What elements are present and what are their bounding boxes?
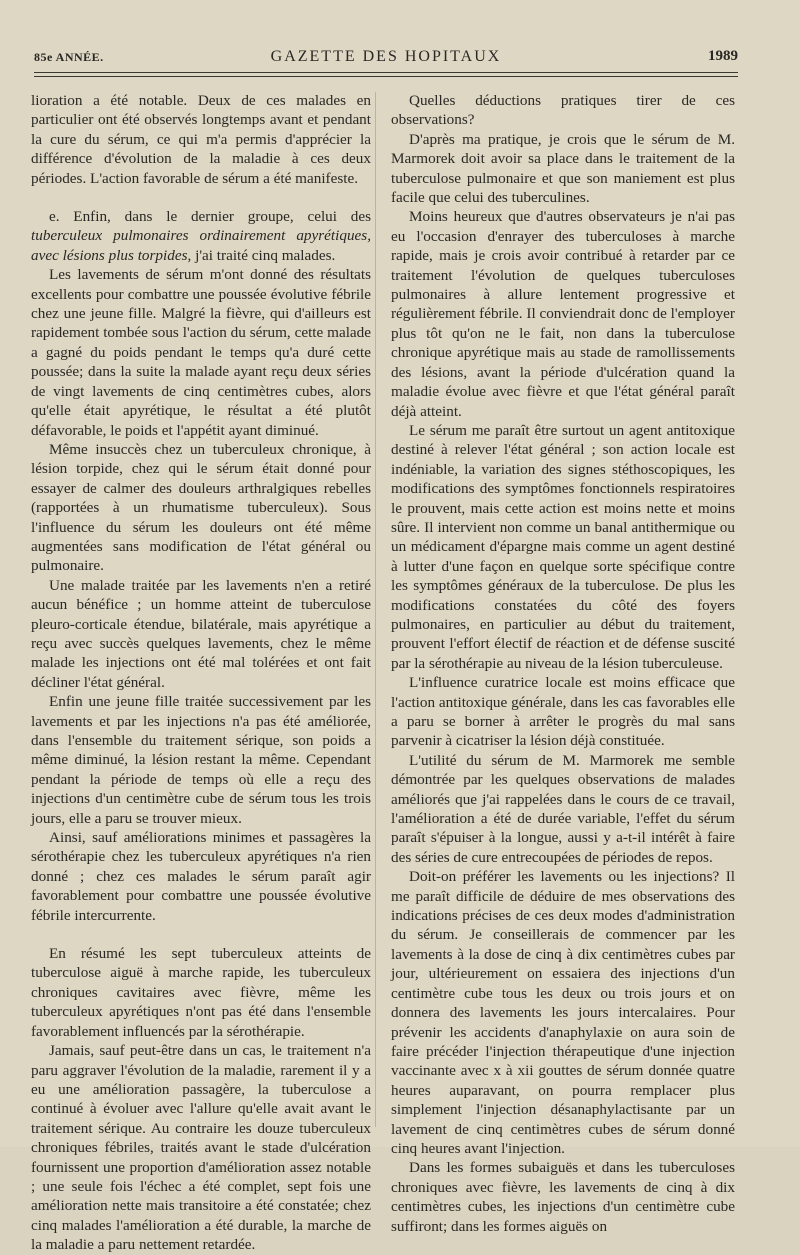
column-divider [375,92,376,1127]
group-e-italic: tuberculeux pulmonaires ordinairement apyrétiques, avec lésions plus torpides [31,227,371,264]
paragraph: L'utilité du sérum de M. Marmorek me semble démontrée par les quelques observations de malades améliorés que j'ai rappelées dans le cours de ce travail, l'amélioration a été de durée variable, l'effet du sérum paraît s'épuiser à la longue, aussi y a-t-il intérêt à faire des séries de cure entrecoupées de périodes de repos. [391,751,735,866]
paragraph: Enfin une jeune fille traitée successivement par les lavements et par les injections n'a pas été améliorée, dans l'ensemble du traitement sérique, son poids a même diminué, la lésion restant la même. Cependant pendant la période de temps où elle a reçu des injections d'un centimètre cube de sérum tous les trois jours, elle a paru se trouver mieux. [31,693,371,827]
paragraph-summary: En résumé les sept tuberculeux atteints de tuberculose aiguë à marche rapide, les tuberculeux chroniques cavitaires avec fièvre, même les tuberculeux apyrétiques n'ont pas été dans l'ensemble favorablement influencés par la sérothérapie. [31,945,371,1040]
paragraph: Même insuccès chez un tuberculeux chronique, à lésion torpide, chez qui le sérum était donné pour essayer de calmer des douleurs arthralgiques rebelles (rapportées à un rhumatisme tuberculeux). Sous l'influence du sérum les douleurs ont été même augmentées sans modification de l'état général ou pulmonaire. [31,440,371,575]
group-e-lead: e. Enfin, dans le dernier groupe, celui des [49,208,371,226]
paragraph: Dans les formes subaiguës et dans les tuberculoses chroniques avec fièvre, les lavements de cinq à dix centimètres cubes, les injections d'un centimètre cube suffiront; dans les formes aiguës on [391,1159,735,1235]
paragraph: L'influence curatrice locale est moins efficace que l'action antitoxique générale, dans les cas favorables elle a paru se borner à arrêter le progrès du mal sans parvenir à cicatriser la lésion déjà constituée. [391,674,735,750]
group-e-tail: , j'ai traité cinq malades. [187,246,336,264]
paragraph: Moins heureux que d'autres observateurs je n'ai pas eu l'occasion d'enrayer des tuberculoses à marche rapide, mais je crois avoir contribué à retarder par ce traitement l'évolution de quelques tuberculoses pulmonaires à allure lentement progressive et régulièrement fébrile. Il conviendrait donc de l'employer plus tôt qu'on ne le fait, non dans la tuberculose chronique apyrétique mais au stade de ramollissements des lésions, avant la période d'ulcération quand la maladie évolue avec fièvre et que l'état général paraît déjà atteint. [391,208,735,420]
paragraph: Le sérum me paraît être surtout un agent antitoxique destiné à relever l'état général ; son action locale est indéniable, la variation des signes stéthoscopiques, les modifications des symptômes fonctionnels respiratoires le prouvent, mais cette action est moins nette et moins sûre. Il intervient non comme un banal antithermique ou un médicament d'épargne mais comme un agent destiné à lutter d'une façon en quelque sorte spécifique contre les symptômes généraux de la tuberculose. De plus les modifications constatées du côté des foyers pulmonaires, en particulier au début du traitement, prouvent l'effort électif de réaction et de défense suscité par la sérothérapie au niveau de la lésion tuberculeuse. [391,421,735,672]
paragraph: Les lavements de sérum m'ont donné des résultats excellents pour combattre une poussée évolutive fébrile chez une jeune fille. Malgré la fièvre, qui d'ailleurs est rapidement tombée sous l'action du sérum, cette malade a gagné du poids pendant le temps qu'a duré cette poussée; dans la suite la malade ayant reçu deux séries de vingt lavements de cinq centimètres cubes, alors qu'elle était apyrétique, le résultat a été plutôt défavorable, le poids et l'appétit ayant diminué. [31,266,371,439]
header-rule-bottom [34,76,738,77]
journal-title: GAZETTE DES HOPITAUX [270,48,502,65]
header-rule-top [34,72,738,73]
paragraph: Une malade traitée par les lavements n'en a retiré aucun bénéfice ; un homme atteint de tuberculose pleuro-corticale étendue, bilatérale, mais apyrétique a reçu avec succès quelques lavements, chez le même malade les injections ont été mal tolérées et ont fait décliner l'état général. [31,576,371,691]
paragraph: lioration a été notable. Deux de ces malades en particulier ont été observés longtemps avant et pendant la cure du sérum, ce qui m'a permis d'apprécier la différence d'évolution de la maladie à ces deux périodes. L'action favorable de sérum a été manifeste. [31,92,371,187]
paragraph: Quelles déductions pratiques tirer de ces observations? [391,92,735,129]
right-column [391,91,735,1236]
paragraph: Doit-on préférer les lavements ou les injections? Il me paraît difficile de déduire de mes observations des indications précises de ces deux modes d'administration du sérum. Je conseillerais de commencer par les lavements à la dose de cinq à dix centimètres cubes par jour, ultérieurement on essaiera des injections d'un centimètre cube tous les deux ou trois jours et on donnera des lavements les jours intercalaires. Pour prévenir les accidents d'anaphylaxie on aura soin de faire précéder l'injection thérapeutique d'une injection vaccinante avec x à xii gouttes de sérum donnée quatre heures auparavant, on pourra remplacer plus simplement l'injection désanaphylactisante par un lavement de cinq centimètres cubes de sérum donné cinq heures avant l'injection. [391,868,735,1157]
paragraph: D'après ma pratique, je crois que le sérum de M. Marmorek doit avoir sa place dans le traitement de la tuberculose pulmonaire et que son maniement est plus facile que celui des tuberculines. [391,130,735,207]
paragraph-group-e [31,207,371,265]
page-header [34,48,738,70]
page-number: 1989 [708,48,738,64]
volume-label: 85e ANNÉE. [34,50,104,64]
paragraph: Ainsi, sauf améliorations minimes et passagères la sérothérapie chez les tuberculeux apyrétiques n'a rien donné ; chez ces malades le sérum paraît agir favorablement pour combattre une poussée évolutive fébrile intercurrente. [31,829,371,924]
paragraph: Jamais, sauf peut-être dans un cas, le traitement n'a paru aggraver l'évolution de la maladie, rarement il y a eu une amélioration passagère, la tuberculose a continué à évoluer avec l'allure qu'elle avait avant le traitement sérique. Au contraire les douze tuberculeux chroniques fébriles, traités avant le stade d'ulcération fournissent une proportion d'amélioration assez notable ; une seule fois l'échec a été complet, sept fois une amélioration nette mais transitoire a été constatée; chez cinq malades l'amélioration a été durable, la marche de la maladie a paru nettement retardée. [31,1042,371,1254]
left-column [31,91,371,1255]
